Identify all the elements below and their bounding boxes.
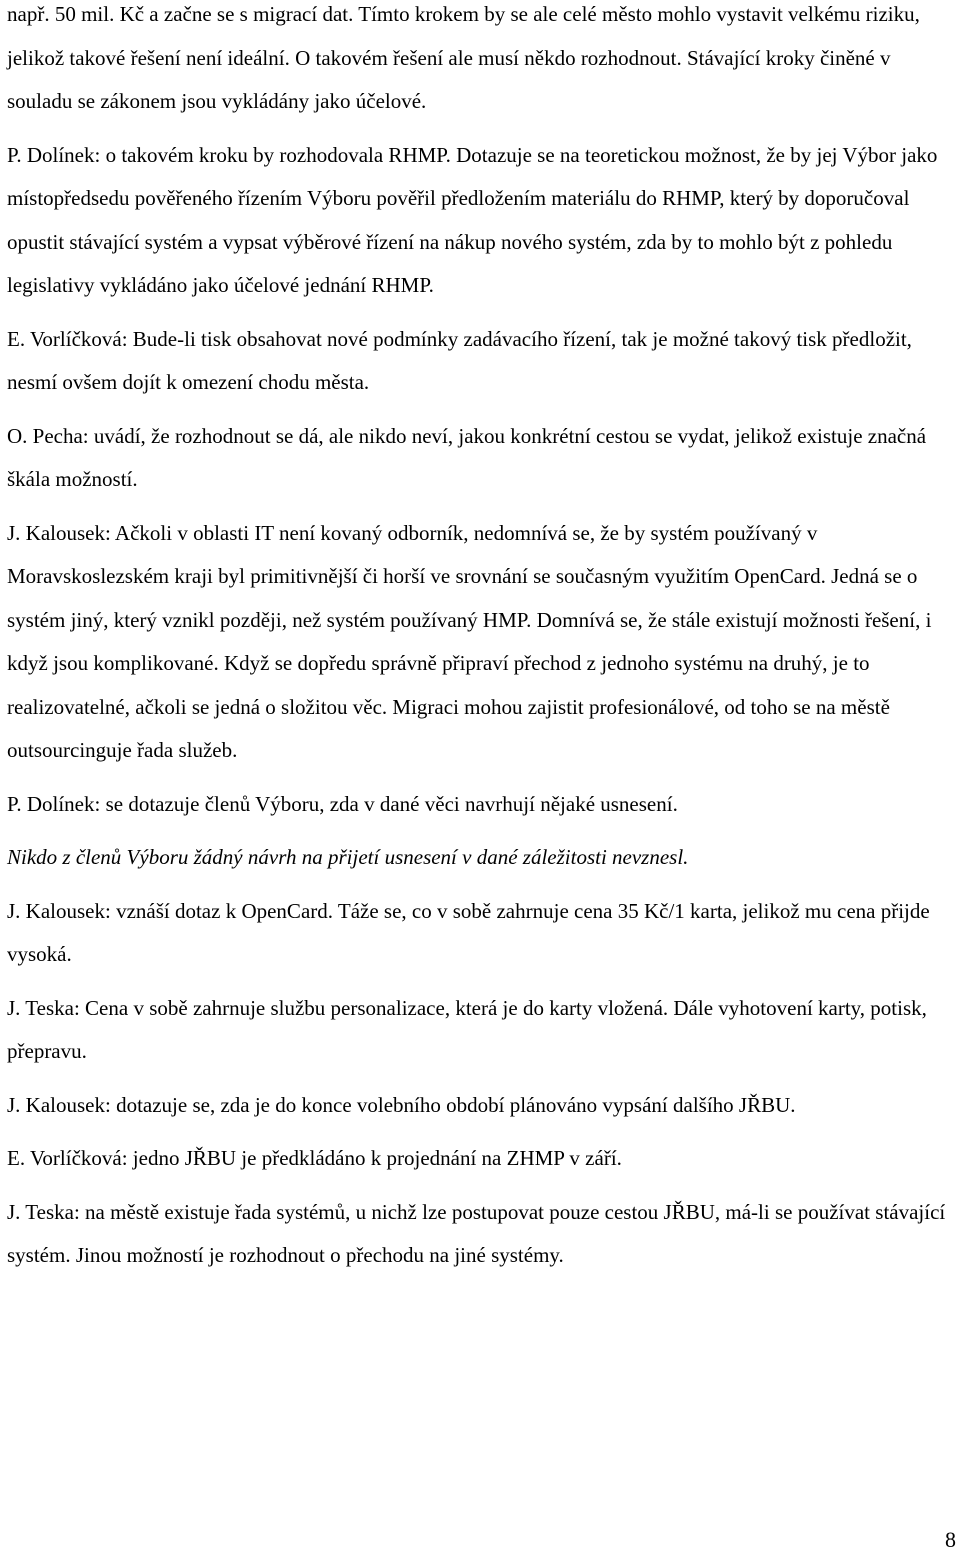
paragraph-teska-cena: J. Teska: Cena v sobě zahrnuje službu personalizace, která je do karty vložená. Dále vyhotovení karty, potisk, přepravu.	[7, 995, 927, 1063]
paragraph-no-proposal: Nikdo z členů Výboru žádný návrh na přijetí usnesení v dané záležitosti nevznesl.	[7, 845, 689, 869]
paragraph-pecha: O. Pecha: uvádí, že rozhodnout se dá, ale nikdo neví, jakou konkrétní cestou se vydat, jelikož existuje značná škála možností.	[7, 423, 927, 491]
paragraph-vorlickova-jrbu: E. Vorlíčková: jedno JŘBU je předkládáno k projednání na ZHMP v září.	[7, 1146, 622, 1170]
page-number: 8	[945, 1527, 956, 1552]
paragraph-dolinek-rhmp: P. Dolínek: o takovém kroku by rozhodovala RHMP. Dotazuje se na teoretickou možnost, že by jej Výbor jako místopředsedu pověřeného řízením Výboru pověřil předložením materiálu do RHMP, který by doporučoval opustit stávající systém a vypsat výběrové řízení na nákup nového systém, zda by to mohlo být z pohledu legislativy vykládáno jako účelové jednání RHMP.	[7, 142, 938, 297]
paragraph-teska-systemy: J. Teska: na městě existuje řada systémů, u nichž lze postupovat pouze cestou JŘBU, má-li se používat stávající systém. Jinou možností je rozhodnout o přechodu na jiné systémy.	[7, 1199, 946, 1267]
paragraph-kalousek-opencard: J. Kalousek: vznáší dotaz k OpenCard. Táže se, co v sobě zahrnuje cena 35 Kč/1 karta, jelikož mu cena přijde vysoká.	[7, 898, 930, 966]
paragraph-migration-risk: např. 50 mil. Kč a začne se s migrací dat. Tímto krokem by se ale celé město mohlo vystavit velkému riziku, jelikož takové řešení není ideální. O takovém řešení ale musí někdo rozhodnout. Stávající kroky činěné v souladu se zákonem jsou vykládány jako účelové.	[7, 2, 920, 113]
paragraph-dolinek-usneseni: P. Dolínek: se dotazuje členů Výboru, zda v dané věci navrhují nějaké usnesení.	[7, 791, 678, 816]
paragraph-vorlickova-tisk: E. Vorlíčková: Bude-li tisk obsahovat nové podmínky zadávacího řízení, tak je možné takový tisk předložit, nesmí ovšem dojít k omezení chodu města.	[7, 326, 912, 394]
paragraph-kalousek-jrbu: J. Kalousek: dotazuje se, zda je do konce volebního období plánováno vypsání dalšího JŘBU.	[7, 1092, 796, 1117]
paragraph-kalousek-it: J. Kalousek: Ačkoli v oblasti IT není kovaný odborník, nedomnívá se, že by systém používaný v Moravskoslezském kraji byl primitivnější či horší ve srovnání se současným využitím OpenCard. Jedná se o systém jiný, který vznikl později, než systém používaný HMP. Domnívá se, že stále existují možnosti řešení, i když jsou komplikované. Když se dopředu správně připraví přechod z jednoho systému na druhý, je to realizovatelné, ačkoli se jedná o složitou věc. Migraci mohou zajistit profesionálové, od toho se na městě outsourcinguje řada služeb.	[7, 520, 932, 762]
document-body	[7, 0, 959, 1288]
